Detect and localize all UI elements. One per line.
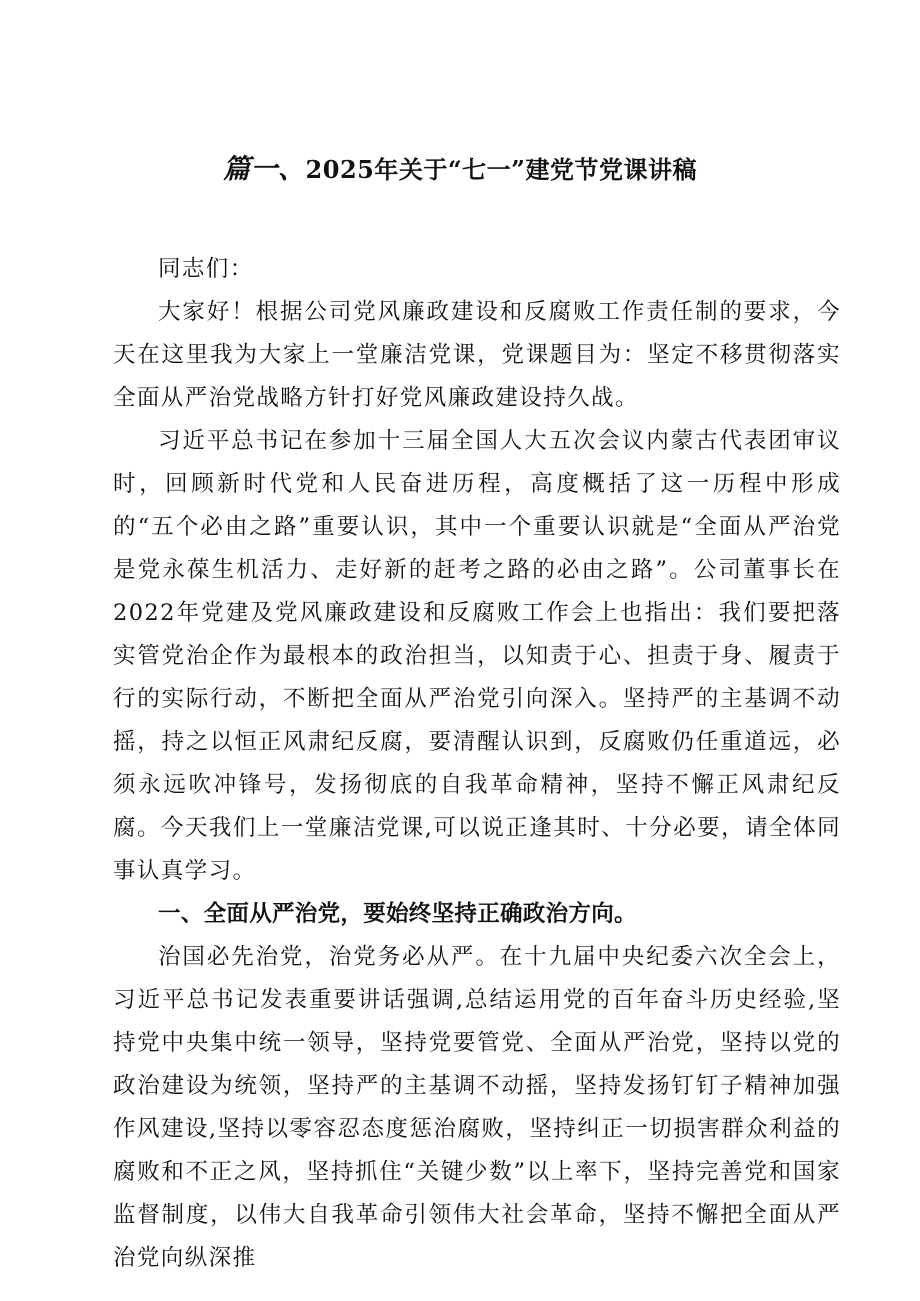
section-heading: 一、全面从严治党，要始终坚持正确政治方向。 — [158, 901, 637, 927]
document-title — [0, 150, 920, 190]
paragraph: 大家好！根据公司党风廉政建设和反腐败工作责任制的要求，今天在这里我为大家上一堂廉洁党课，党课题目为：坚定不移贯彻落实全面从严治党战略方针打好党风廉政建设持久战。 — [113, 299, 841, 411]
document-body — [113, 248, 841, 1280]
paragraph: 治国必先治党，治党务必从严。在十九届中央纪委六次全会上，习近平总书记发表重要讲话强调,总结运用党的百年奋斗历史经验,坚持党中央集中统一领导，坚持党要管党、全面从严治党，坚持以党的政治建设为统领，坚持严的主基调不动摇，坚持发扬钉钉子精神加强作风建设,坚持以零容忍态度惩治腐败，坚持纠正一切损害群众利益的腐败和不正之风，坚持抓住“关键少数”以上率下，坚持完善党和国家监督制度，以伟大自我革命引领伟大社会革命，坚持不懈把全面从严治党向纵深推 — [113, 944, 841, 1271]
paragraph: 习近平总书记在参加十三届全国人大五次会议内蒙古代表团审议时，回顾新时代党和人民奋进历程，高度概括了这一历程中形成的“五个必由之路”重要认识，其中一个重要认识就是“全面从严治党是党永葆生机活力、走好新的赶考之路的必由之路”。公司董事长在2022年党建及党风廉政建设和反腐败工作会上也指出：我们要把落实管党治企作为最根本的政治担当，以知责于心、担责于身、履责于行的实际行动，不断把全面从严治党引向深入。坚持严的主基调不动摇，持之以恒正风肃纪反腐，要清醒认识到，反腐败仍任重道远，必须永远吹冲锋号，发扬彻底的自我革命精神，坚持不懈正风肃纪反腐。今天我们上一堂廉洁党课,可以说正逢其时、十分必要，请全体同事认真学习。 — [113, 428, 841, 884]
salutation: 同志们： — [158, 256, 254, 282]
title-main: 2025年关于“七一”建党节党课讲稿 — [305, 155, 697, 184]
title-prefix: 篇一、 — [223, 154, 306, 185]
